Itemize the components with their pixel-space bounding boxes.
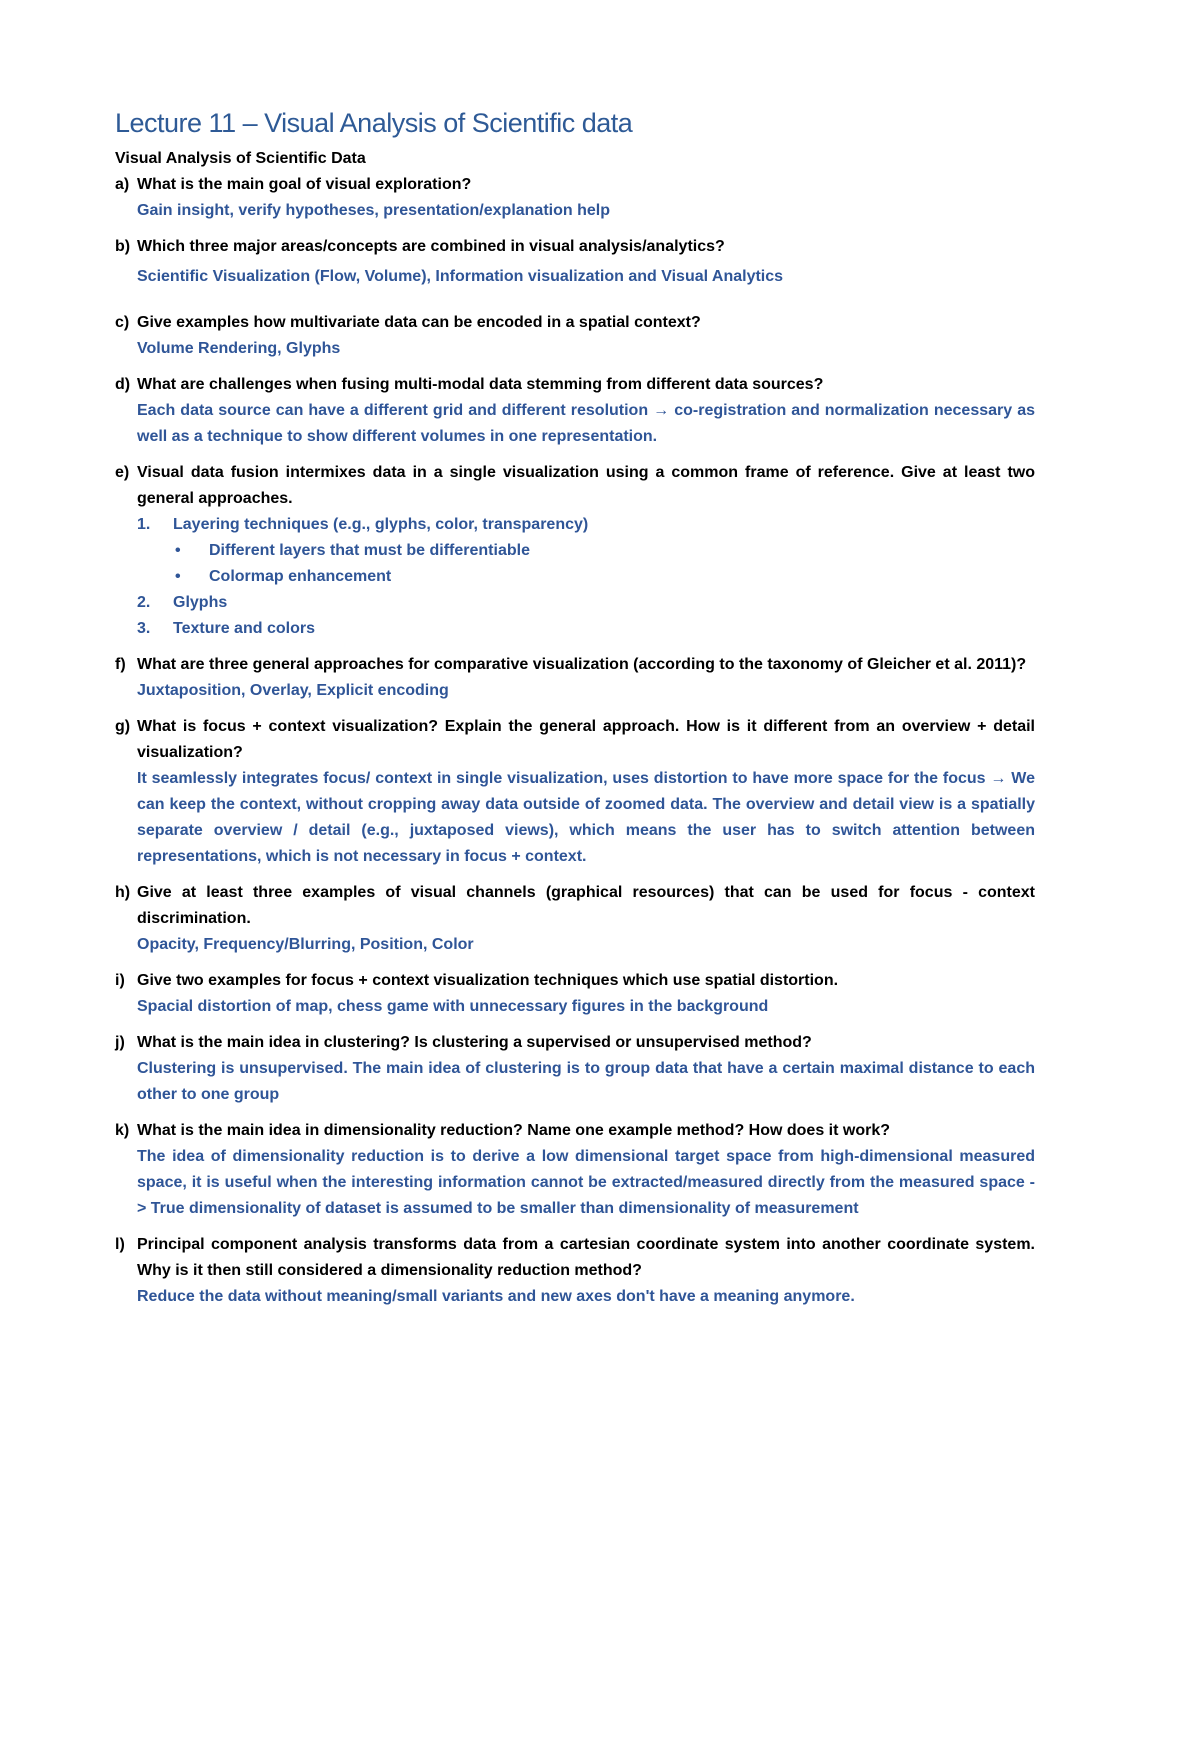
list-item	[137, 538, 1035, 590]
question-letter: i)	[115, 972, 125, 989]
question-item	[115, 1030, 1035, 1108]
list-number: 2.	[137, 594, 151, 611]
question-letter: a)	[115, 176, 130, 193]
question-text: What is the main idea in clustering? Is clustering a supervised or unsupervised method?	[137, 1034, 812, 1051]
list-item	[137, 512, 1035, 538]
question-letter: c)	[115, 314, 130, 331]
answer-text: Juxtaposition, Overlay, Explicit encoding	[137, 682, 449, 699]
sub-list-item-text: Different layers that must be differentiable	[209, 542, 530, 559]
list-item	[137, 590, 1035, 616]
question-letter: d)	[115, 376, 131, 393]
list-number: 3.	[137, 620, 151, 637]
question-item	[115, 172, 1035, 224]
question-item	[115, 460, 1035, 642]
answer-list	[137, 512, 1035, 642]
question-text: Visual data fusion intermixes data in a single visualization using a common frame of reference. Give at least two general approaches.	[137, 464, 1035, 507]
question-text: What are three general approaches for comparative visualization (according to the taxonomy of Gleicher et al. 2011)?	[137, 656, 1027, 673]
question-item	[115, 880, 1035, 958]
question-item	[115, 652, 1035, 704]
question-letter: k)	[115, 1122, 130, 1139]
answer-text: Reduce the data without meaning/small variants and new axes don't have a meaning anymore.	[137, 1288, 855, 1305]
list-number: 1.	[137, 516, 151, 533]
question-letter: g)	[115, 718, 131, 735]
answer-text: Opacity, Frequency/Blurring, Position, Color	[137, 936, 474, 953]
question-letter: l)	[115, 1236, 125, 1253]
answer-text: Volume Rendering, Glyphs	[137, 340, 341, 357]
question-item	[115, 310, 1035, 362]
question-text: What is focus + context visualization? Explain the general approach. How is it different from an overview + detail visualization?	[137, 718, 1035, 761]
question-text: Which three major areas/concepts are combined in visual analysis/analytics?	[137, 238, 725, 255]
sub-list-item	[137, 538, 1035, 564]
question-text: Give examples how multivariate data can be encoded in a spatial context?	[137, 314, 701, 331]
question-item	[115, 714, 1035, 870]
sub-list-item	[137, 564, 1035, 590]
answer-text: Each data source can have a different grid and different resolution → co-registration and normalization necessary as well as a technique to show different volumes in one representation.	[137, 402, 1035, 445]
list-item	[137, 616, 1035, 642]
question-text: Give two examples for focus + context visualization techniques which use spatial distortion.	[137, 972, 839, 989]
question-text: What is the main goal of visual exploration?	[137, 176, 472, 193]
answer-text: Scientific Visualization (Flow, Volume), Information visualization and Visual Analytics	[137, 268, 784, 285]
question-letter: f)	[115, 656, 126, 673]
question-item	[115, 1232, 1035, 1310]
bullet-icon: •	[175, 568, 181, 585]
question-letter: e)	[115, 464, 130, 481]
answer-text: It seamlessly integrates focus/ context in single visualization, uses distortion to have more space for the focus → We can keep the context, without cropping away data outside of zoomed data. The overview and detail view is a spatially separate overview / detail (e.g., juxtaposed views), which means the user has to switch attention between representations, which is not necessary in focus + context.	[137, 770, 1035, 865]
question-letter: j)	[115, 1034, 125, 1051]
question-text: What is the main idea in dimensionality reduction? Name one example method? How does it work?	[137, 1122, 891, 1139]
question-item	[115, 968, 1035, 1020]
document-title: Lecture 11 – Visual Analysis of Scientific data	[115, 108, 633, 138]
list-item-text: Texture and colors	[173, 620, 315, 637]
bullet-icon: •	[175, 542, 181, 559]
answer-text: Gain insight, verify hypotheses, presentation/explanation help	[137, 202, 610, 219]
document-page	[115, 106, 1035, 1320]
list-item-text: Glyphs	[173, 594, 228, 611]
answer-text: Clustering is unsupervised. The main idea of clustering is to group data that have a certain maximal distance to each other to one group	[137, 1060, 1035, 1103]
sub-list-item-text: Colormap enhancement	[209, 568, 392, 585]
question-letter: b)	[115, 238, 131, 255]
question-item	[115, 372, 1035, 450]
question-item	[115, 1118, 1035, 1222]
question-item	[115, 234, 1035, 290]
section-heading: Visual Analysis of Scientific Data	[115, 150, 366, 167]
question-letter: h)	[115, 884, 131, 901]
answer-text: The idea of dimensionality reduction is to derive a low dimensional target space from high-dimensional measured space, it is useful when the interesting information cannot be extracted/measured directly from the measured space -> True dimensionality of dataset is assumed to be smaller than dimensionality of measurement	[137, 1148, 1035, 1217]
question-text: What are challenges when fusing multi-modal data stemming from different data sources?	[137, 376, 824, 393]
sub-list	[137, 538, 1035, 590]
list-item-text: Layering techniques (e.g., glyphs, color, transparency)	[173, 516, 589, 533]
question-text: Give at least three examples of visual channels (graphical resources) that can be used for focus - context discrimination.	[137, 884, 1035, 927]
question-text: Principal component analysis transforms data from a cartesian coordinate system into another coordinate system. Why is it then still considered a dimensionality reduction method?	[137, 1236, 1035, 1279]
answer-text: Spacial distortion of map, chess game with unnecessary figures in the background	[137, 998, 769, 1015]
